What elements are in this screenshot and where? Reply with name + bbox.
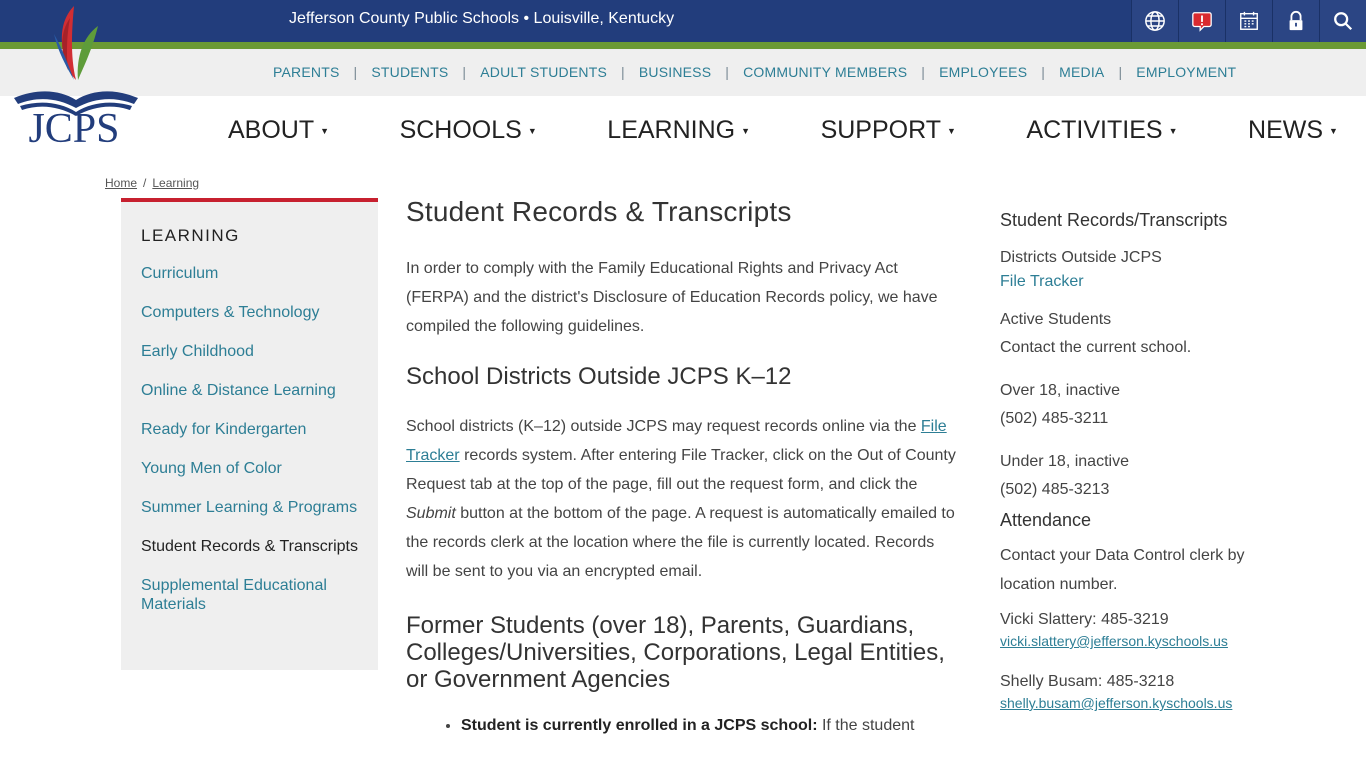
sidebar-list [141,264,366,634]
accent-stripe [0,42,1366,49]
under18-phone[interactable]: (502) 485-3213 [1000,481,1110,498]
sidebar-title: LEARNING [141,226,240,245]
attendance-text: Contact your Data Control clerk by location number. [1000,547,1245,593]
audience-nav-separator: | [1041,64,1046,80]
caret-down-icon: ▼ [741,125,751,136]
main-nav-label: SUPPORT [820,116,941,144]
utility-icons [1131,0,1366,42]
main-content [406,196,956,735]
districts-text-2: records system. After entering File Tracker, click on the Out of County Request tab at the top of the page, fill out the request form, and click the [406,447,956,493]
heading-former-students: Former Students (over 18), Parents, Guardians, Colleges/Universities, Corporations, Legal Entities, or Government Agencies [406,612,945,693]
page-title: Student Records & Transcripts [406,196,792,227]
attendance-heading: Attendance [1000,510,1092,530]
bullet-text: If the student [817,717,915,734]
main-nav-learning[interactable] [607,116,750,145]
file-tracker-link[interactable]: File Tracker [406,418,947,464]
caret-down-icon: ▼ [320,125,330,136]
main-nav-label: SCHOOLS [399,116,522,144]
sidebar-item-early-childhood[interactable]: Early Childhood [141,343,254,360]
bullet-bold-text: Student is currently enrolled in a JCPS school: [461,717,818,734]
caret-down-icon: ▼ [527,125,537,136]
districts-label: Districts Outside JCPS [1000,249,1162,266]
sidebar-item-summer-learning-and-programs[interactable]: Summer Learning & Programs [141,499,358,516]
heading-districts: School Districts Outside JCPS K–12 [406,363,792,390]
email-vicki[interactable]: vicki.slattery@jefferson.kyschools.us [1000,633,1228,649]
active-students-text: Contact the current school. [1000,339,1192,356]
sidebar-item-curriculum[interactable]: Curriculum [141,265,219,282]
main-nav-about[interactable] [228,116,329,145]
breadcrumb-home[interactable]: Home [105,176,138,190]
submit-emphasis: Submit [406,505,456,522]
email-shelly[interactable]: shelly.busam@jefferson.kyschools.us [1000,695,1233,711]
audience-nav-separator: | [462,64,467,80]
globe-icon[interactable] [1131,0,1178,42]
main-nav-label: ABOUT [228,116,315,144]
audience-link-media[interactable]: MEDIA [1059,64,1105,80]
under18-label: Under 18, inactive [1000,453,1129,470]
caret-down-icon: ▼ [1329,125,1338,136]
main-nav-schools[interactable] [400,116,537,145]
main-nav-support[interactable] [821,116,956,145]
main-nav-label: NEWS [1248,116,1324,144]
caret-down-icon: ▼ [1168,125,1178,136]
main-nav-activities[interactable] [1026,116,1177,145]
audience-link-adult-students[interactable]: ADULT STUDENTS [480,64,607,80]
contact-vicki: Vicki Slattery: 485-3219 [1000,611,1169,628]
contact-sidebar [1000,210,1300,711]
sidebar-item-supplemental-educational-materials[interactable]: Supplemental Educational Materials [141,577,327,613]
audience-nav [273,64,1236,80]
active-students-label: Active Students [1000,311,1112,328]
sidebar-item-student-records-and-transcripts[interactable]: Student Records & Transcripts [141,538,358,555]
audience-link-business[interactable]: BUSINESS [638,64,712,80]
search-icon[interactable] [1319,0,1366,42]
top-bar [0,0,1366,42]
sidebar-item-young-men-of-color[interactable]: Young Men of Color [141,460,282,477]
main-nav-label: LEARNING [607,116,736,144]
audience-link-employees[interactable]: EMPLOYEES [939,64,1028,80]
audience-nav-separator: | [921,64,926,80]
districts-text-1: School districts (K–12) outside JCPS may request records online via the [406,418,921,435]
audience-link-parents[interactable]: PARENTS [273,64,340,80]
audience-nav-separator: | [353,64,358,80]
site-title: Jefferson County Public Schools • Louisville, Kentucky [289,10,675,27]
sidebar-item-computers-and-technology[interactable]: Computers & Technology [141,304,320,321]
districts-paragraph [406,412,956,586]
list-item [461,717,956,735]
audience-link-community-members[interactable]: COMMUNITY MEMBERS [743,64,908,80]
audience-nav-separator: | [621,64,625,80]
over18-phone[interactable]: (502) 485-3211 [1000,410,1109,427]
audience-link-students[interactable]: STUDENTS [371,64,449,80]
audience-nav-separator: | [1118,64,1123,80]
main-nav-label: ACTIVITIES [1026,116,1163,144]
intro-paragraph: In order to comply with the Family Educational Rights and Privacy Act (FERPA) and the district's Disclosure of Education Records policy, we have compiled the following guidelines. [406,260,938,335]
main-nav-news[interactable] [1248,116,1338,145]
records-heading: Student Records/Transcripts [1000,210,1228,230]
breadcrumb-learning[interactable]: Learning [152,176,200,190]
over18-label: Over 18, inactive [1000,382,1121,399]
alert-icon[interactable] [1178,0,1225,42]
breadcrumb [105,176,199,190]
audience-nav-separator: | [725,64,730,80]
sidebar-item-online-and-distance-learning[interactable]: Online & Distance Learning [141,382,336,399]
lock-icon[interactable] [1272,0,1319,42]
breadcrumb-separator: / [143,176,147,190]
main-nav [228,116,1338,145]
svg-text:JCPS: JCPS [28,106,120,146]
guidelines-list [461,717,956,735]
caret-down-icon: ▼ [946,125,956,136]
jcps-logo[interactable] [10,4,140,146]
audience-bar [0,49,1366,96]
calendar-icon[interactable] [1225,0,1272,42]
section-sidebar [121,198,378,670]
audience-link-employment[interactable]: EMPLOYMENT [1136,64,1237,80]
districts-text-3: button at the bottom of the page. A request is automatically emailed to the records clerk at the location where the file is currently located. Records will be sent to you via an encrypted email. [406,505,955,580]
file-tracker-link-right[interactable]: File Tracker [1000,273,1084,290]
contact-shelly: Shelly Busam: 485-3218 [1000,673,1175,690]
sidebar-item-ready-for-kindergarten[interactable]: Ready for Kindergarten [141,421,307,438]
